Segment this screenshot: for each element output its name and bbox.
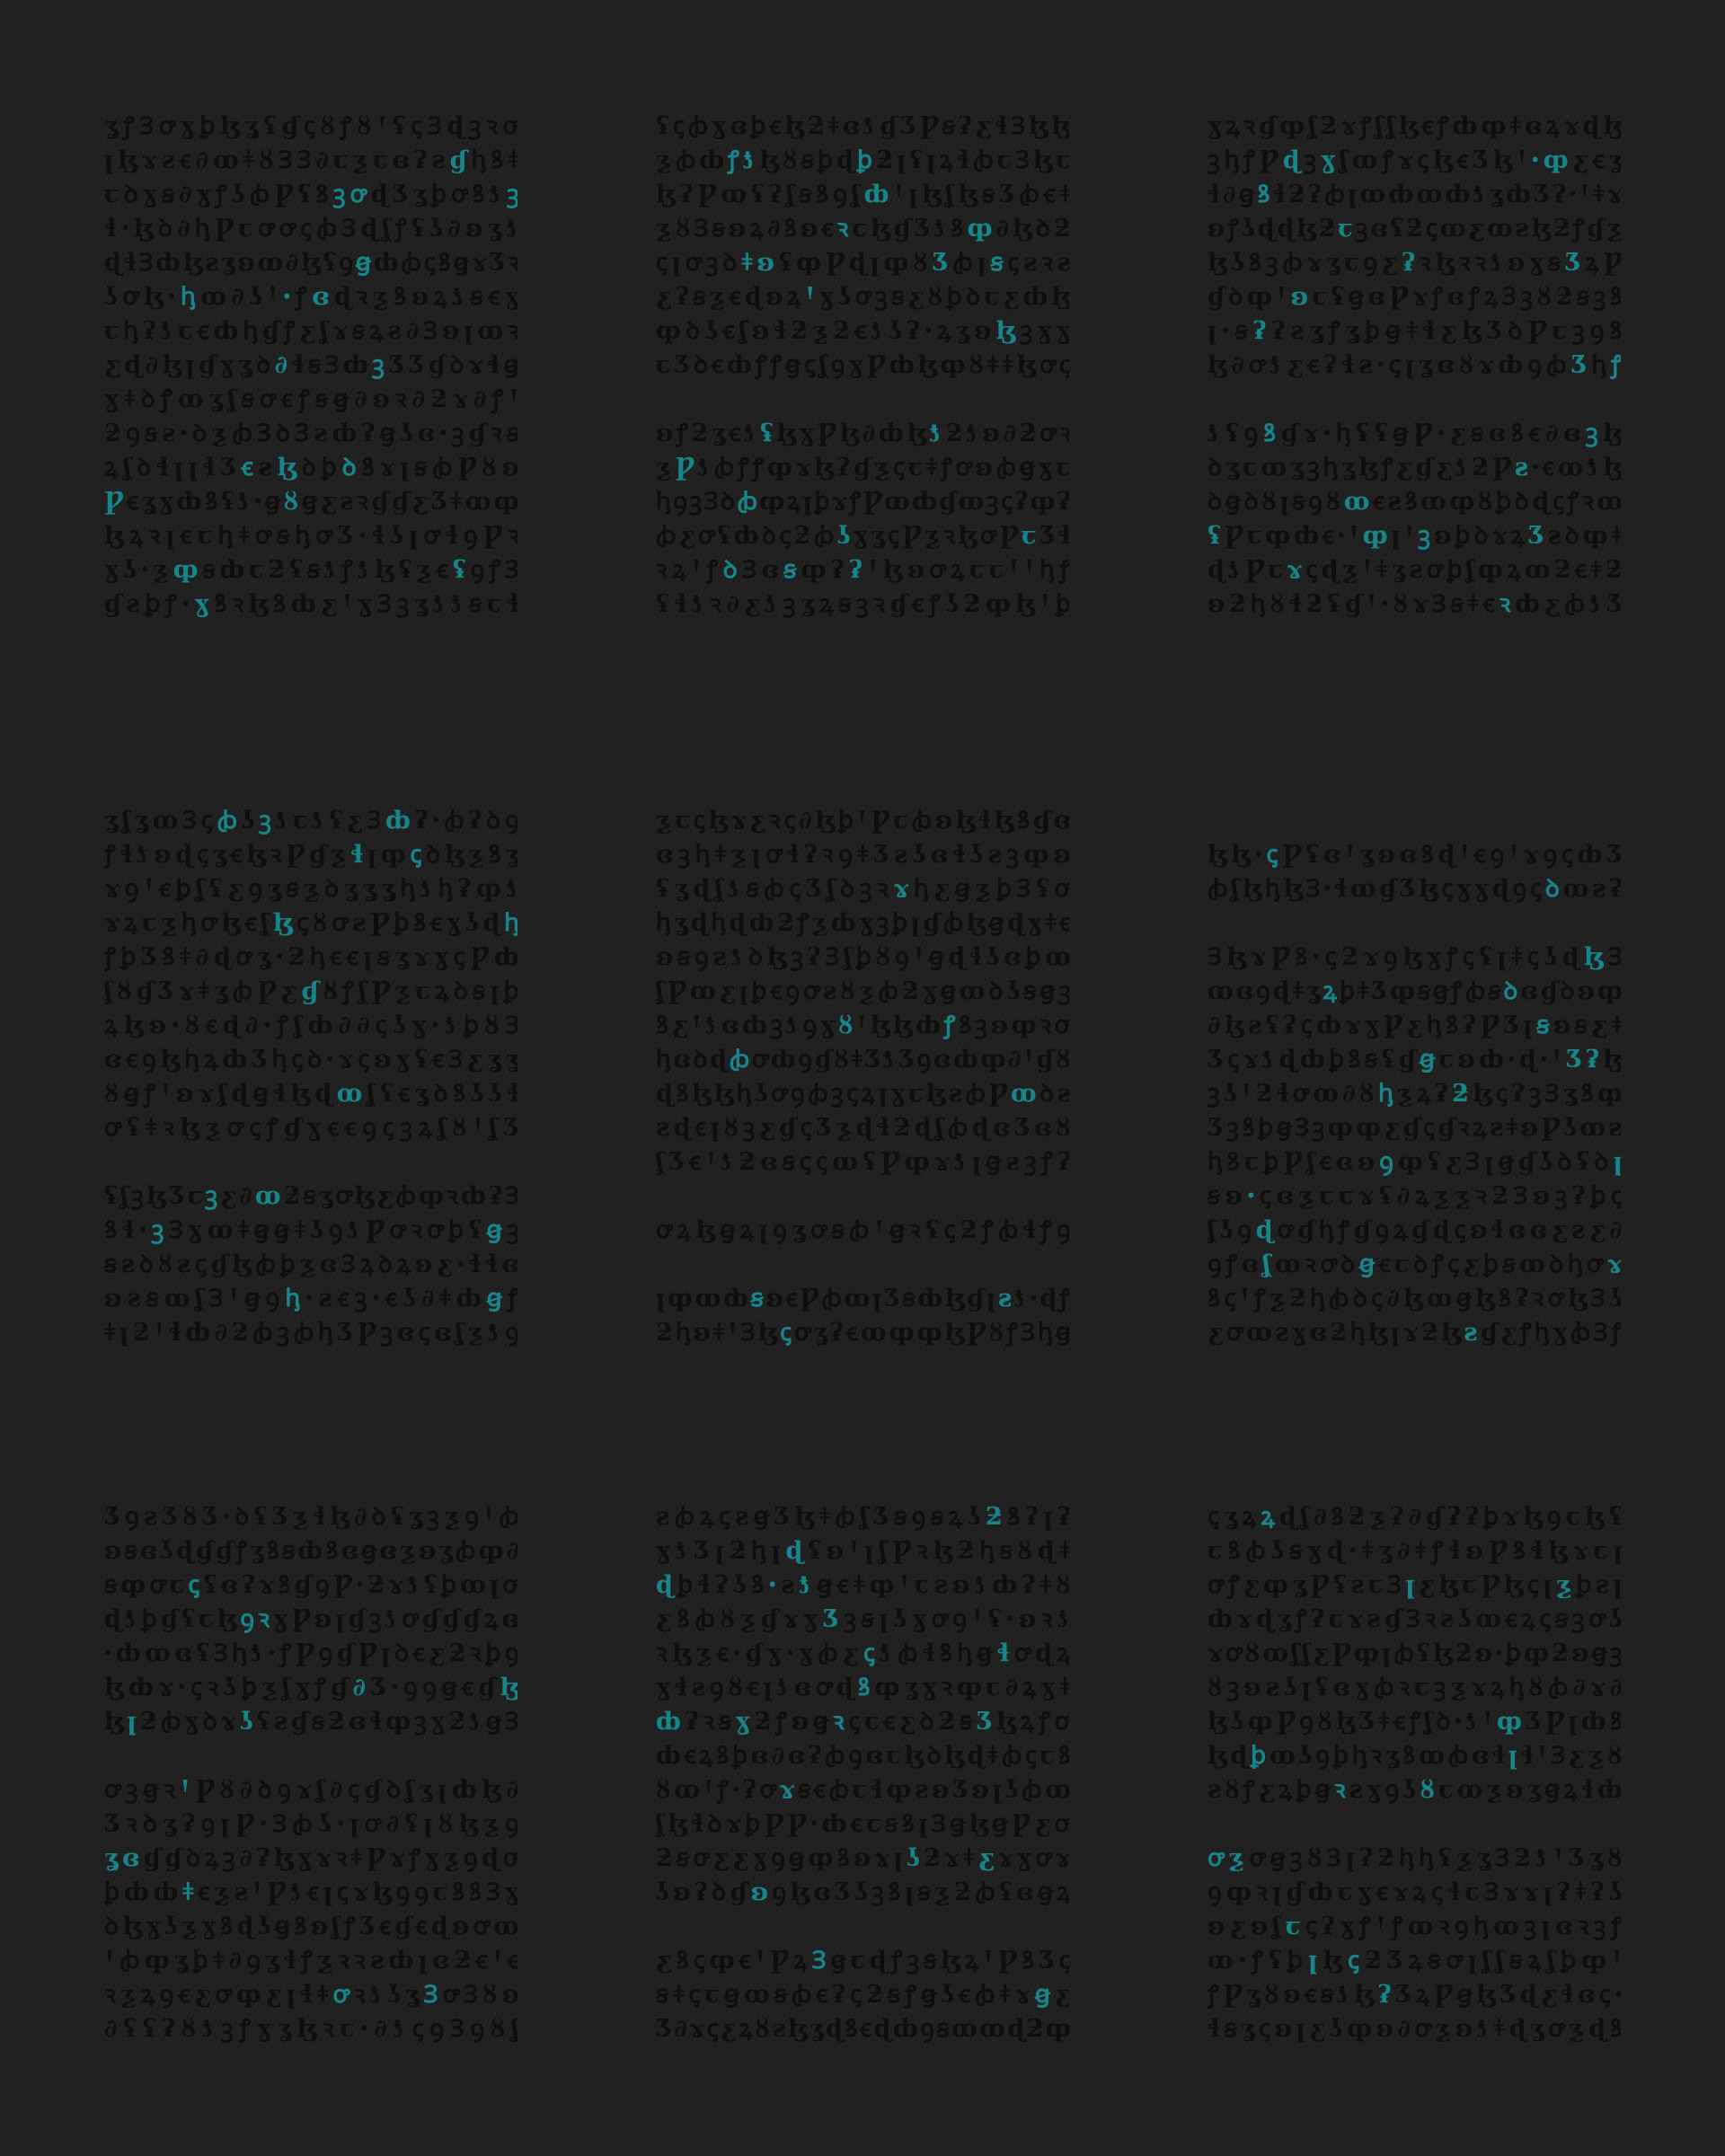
glyph-line: Ʒ ꞔ ɤ ƾ ɖ ȸ ꝧ ꝸ ꞩ ʢ ɠ ꞡ ꞇ ʚ ȸ ꞏ ɖ ꞏ Ꞌ Ʒ ʡ ɮ: [1208, 1046, 1621, 1074]
glyph-line: ʢ ɬ ƾ ꝛ ∂ ƹ ƾ ꝫ ʓ ꝝ ꞩ ꝫ ꝛ ɠ ꞓ ꝭ ʖ ƻ ȹ ɮ Ꞌ ꝧ: [656, 590, 1069, 618]
glyph-line: ʆ Ƿ ꝏ ƹ ꞁ ꝧ ꞓ ꝯ ꝍ ƨ ȣ ƺ ꞗ ƻ ɣ ꞡ ꝏ ꝺ ʖ ꞩ ꞡ ꝫ: [656, 977, 1069, 1005]
glyph-line: ɮ ꝝ ꝛ ꞁ ꞓ ꞇ ꞕ ǂ ꝍ ꞩ ꞕ ꝍ Ʒ ꞏ ɬ ʖ ꞁ ꝍ ɬ ꝯ Ƿ ꝛ: [104, 522, 518, 550]
glyph-line: ʢ ꞔ ꞗ ɣ ɞ ꝧ ꞓ ɮ ƻ ǂ ɞ ƾ ɠ Ʒ Ƿ ꞩ ʡ ƹ ɬ Ɜ ɮ ɮ: [656, 112, 1069, 140]
glyph-line: ƺ Ƿ ƾ ꞗ ꝭ ꝭ ȹ ɤ ɮ ʡ ɠ ƺ ꞔ ꞇ ǂ ꝭ ꝍ ʚ ꞗ ꞡ ɣ ꞇ: [656, 454, 1069, 482]
glyph-paragraph: [656, 1944, 1069, 2046]
glyph-line: ʢ ʆ ꝫ ɮ Ʒ ꞇ ꝫ ƹ ∂ ꝏ ƻ ꞩ ʓ ꝍ ɮ ƹ ꞗ ȹ ꝛ ȸ ʡ Ɜ: [104, 1182, 518, 1210]
glyph-line: ʆ ȣ ɠ Ʒ ɤ ǂ ʓ ꞗ Ƿ ƹ ɠ ȣ ꝭ ʆ Ƿ ƺ ꞇ ꝝ ꝺ ꞩ ꞁ ꝧ: [104, 977, 518, 1005]
glyph-line: ꝍ ʢ ǂ ꝛ ɮ ƺ ꝍ ꞔ ꝭ ɠ ɣ ꞓ ꞓ ꝯ ꞔ ꝫ ꝝ ʆ ȣ Ꞌ ʆ Ʒ: [104, 1114, 518, 1142]
glyph-paragraph: [656, 417, 1069, 622]
glyph-line: ꝏ ɞ ꝯ ɖ ǂ ʓ ꝝ ꝧ ǂ Ʒ ȹ ꞩ ꞡ ꝭ ꞗ ꞩ ꝺ ɞ ɠ ꝺ ʚ ȹ: [1208, 977, 1621, 1005]
glyph-line: ɮ ∂ ꝍ ƾ ƹ ꞓ ʡ ɬ ƨ ꞏ ꞔ ꞁ ʓ ɞ ȣ ɤ ȸ ꝯ ꞗ Ʒ ꞕ ꝭ: [1208, 351, 1621, 379]
glyph-line: ɮ ȸ ɤ ꞏ ꞔ ꝛ ʖ ꝧ ƺ ʆ ɣ ꝭ ɠ ∂ Ʒ ꞏ ꝯ ꝯ ꞡ ꞓ ɠ ɮ: [104, 1674, 518, 1701]
glyph-line: ƹ ꝸ ꞔ ȹ ꞓ Ꞌ Ƿ ꝝ Ɜ ꞡ ꞇ ɖ ꝭ ꝫ ꞩ ɮ ꝝ Ꞌ Ƿ ꝸ Ʒ ꞔ: [656, 1947, 1069, 1975]
glyph-line: ɮ ʡ Ƿ ꝏ ʢ ʡ ʆ ꞩ ꝸ ꝯ ʆ ȸ Ꞌ ꞁ ɮ ʆ ɮ ꞩ Ʒ ꞗ ꞓ ǂ: [656, 181, 1069, 208]
glyph-line: ꞕ ꝯ ꝫ Ɜ ꝺ ꞗ ȹ ꝝ ꞁ ꝧ ɤ ꝭ Ƿ ꝏ ȸ ɠ ꝏ ꝫ ꞔ ʡ ȹ ʡ: [656, 488, 1069, 516]
glyph-line: ɣ ꝝ ꝛ ɠ ȹ ʆ ƻ ɤ ꝭ ʆ ʆ ɮ ꞓ ꝭ ȸ ȹ ǂ ɞ ꝝ ɤ ɖ ɮ: [1208, 112, 1621, 140]
glyph-line: ꞕ ʓ ɖ ꞕ ɖ ȸ ƻ ꝭ ƺ ȸ ɣ ꝫ ꝧ ꞁ ɠ ꞗ ɮ ꞡ ɖ ɣ ǂ ꞓ: [656, 909, 1069, 937]
glyph-line: ȣ ꝫ ʚ ƨ ʖ ꞁ ʢ ɞ ɣ ꞗ ꝛ ꞇ ꝫ ƺ ɤ ꝝ ꞕ ȣ ꞗ ∂ ɤ ∂: [1208, 1674, 1621, 1701]
glyph-line: ꝺ ɮ ɣ ʖ ƺ ɣ ꝸ ɖ ʖ ꞡ ꝸ ʚ ʆ ꝭ Ʒ ꞓ ɠ ꞓ ɖ ʚ ꝍ ꝏ: [104, 1913, 518, 1940]
glyph-line: ꝍ ꝫ ꞡ ꝛ Ꞌ Ƿ ȣ ∂ ꝺ ꝯ ɤ ʆ ∂ ꞔ ɠ ꝺ ʆ ʓ ꞁ ȸ ɮ ∂: [104, 1776, 518, 1804]
glyph-line: ꝫ ꞕ ꝭ Ƿ ɖ ꝫ ɣ ʆ ꝏ ꝭ ɤ ꞔ ɮ ꞓ Ʒ ɮ Ꞌ ꞏ ȹ ƹ ꞓ ʓ: [1208, 146, 1621, 174]
glyph-line: ꝺ ꞡ ꝺ ȣ ꞁ ꞩ ꝯ ȣ ꝏ ꞓ ƨ ꝸ ꝏ ȹ ȣ ꝧ ꝺ ɖ ꞔ ꝭ ꝛ ꝏ: [1208, 488, 1621, 516]
glyph-paragraph: [1208, 1842, 1621, 2046]
glyph-line: ƨ ɖ ꞓ ꞁ ȣ ꝫ ƹ ɠ ꞔ Ʒ ƺ ɖ ɬ ƻ ɖ ʆ ꞗ ɖ ɞ Ʒ ɞ ȣ: [656, 1114, 1069, 1142]
glyph-line: ɣ ɬ ƨ ꝯ ȣ ꞓ ꞁ ƾ ɞ ꝍ ɖ ꝸ ȹ ʓ ɣ ꝛ ȹ ꞇ ∂ ꝝ ɣ ǂ: [656, 1674, 1069, 1701]
glyph-line: ꞩ ǂ ꞔ ꞇ ꞡ ꝏ ꞩ ꞗ ꞓ ʡ ꞔ ƻ ꞩ ꝭ ꞡ ʖ ꞓ ꞗ ǂ ɤ ꞡ ƹ: [656, 1981, 1069, 2009]
glyph-line: ɞ ꝫ ꞕ ǂ ƺ ꞁ ꝍ ɬ ʡ ꝛ ꝯ ǂ Ʒ ƨ ʖ ɞ ɬ ʖ ƨ ꝫ ȹ ʚ: [656, 841, 1069, 869]
glyph-line: ȸ ꞓ ꝝ ꝸ ꝧ ɞ ∂ ɞ ʡ ꞗ ꝯ ɞ ꞇ ɮ ꝺ ɮ ɖ ǂ ꞗ ꞔ ꞇ ꝸ: [656, 1742, 1069, 1770]
glyph-paragraph: [1208, 838, 1621, 906]
glyph-line: ꝯ ꝭ ɞ ʆ ꝏ ꝛ ꝍ ꝺ ꞡ ꞓ ꞇ ꝺ ꝭ ꞔ ƹ ꝧ ꞩ ꝏ ꝺ ꞕ ꝍ ɤ: [1208, 1250, 1621, 1278]
glyph-paragraph: [104, 1180, 518, 1350]
glyph-line: ꝍ ꝭ ƹ ȹ ʓ Ƿ ʢ ƨ ꞇ Ɜ ꞁ ƹ ɮ ꞇ Ƿ ɮ ꞔ ꞁ ƺ ꝧ ƨ ꞁ: [1208, 1571, 1621, 1599]
glyph-line: ∂ ɮ ƨ ʢ ʡ ꞔ ȸ ɤ ɣ Ƿ ƹ ꞕ ꝸ ʡ Ƿ Ʒ ꞁ ꞩ ʚ ꞩ ƹ ǂ: [1208, 1012, 1621, 1039]
glyph-line: ƺ ꞗ ȸ ꝭ ƾ ɮ ȣ ꞩ ꝧ ɖ ꝧ ƻ ꞁ ʢ ꞁ ꝝ ɬ ꞗ ꞇ Ɜ ɮ ꞇ: [656, 146, 1069, 174]
text-cell: [104, 1500, 518, 2081]
glyph-line: ʚ ꞩ ɞ ʖ ɖ ɠ ɠ ꝭ ʓ ꝸ ꞩ ȸ ꝸ ɞ ꞡ ɞ ƺ ʚ ʓ ꞗ ȹ ∂: [104, 1537, 518, 1565]
glyph-line: ꞇ ꝺ ɣ ꞩ ∂ ɣ ꝭ ʖ ꞗ Ƿ ʢ ꝸ ꝫ ꝍ ɖ Ʒ ʓ ꝧ ꝍ ꝸ ƾ ꝫ: [104, 181, 518, 208]
glyph-line: ꝭ ꝧ Ʒ ꝸ ǂ ∂ ɖ ꝍ ʓ ꞏ ƻ ꞕ ꞓ ꞓ ꞁ ꞩ ʓ ɤ ɣ ꞔ Ƿ ȸ: [104, 943, 518, 971]
glyph-line: ʚ ƻ ꞕ ȣ ɬ ƻ ʢ ɠ Ꞌ ꞏ ȣ ɤ Ɜ ꞩ ǂ ꞓ ꝛ ȸ ƹ ꞗ ƾ Ʒ: [1208, 590, 1621, 618]
glyph-line: ꝛ ƺ ꝝ ꝯ ꞓ ƹ ꝍ ȹ ƹ ꞁ ɬ ǂ ꝍ ꝛ ƾ ʖ ʓ Ɜ ꝍ Ɜ ȣ ʚ: [104, 1981, 518, 2009]
glyph-line: ʆ ʖ ꝯ ɖ ꝍ ɠ ꞕ ꝭ ɠ ꝯ ꝝ ɠ ɖ ꞔ ʚ ɬ ɞ ɞ ƹ ƨ ƹ ∂: [1208, 1216, 1621, 1244]
glyph-paragraph: [656, 1282, 1069, 1350]
glyph-line: ʖ ʚ ʡ ꝺ ɠ ʚ ꝯ ɮ ɞ Ʒ ʖ ꝫ ꝸ ꞁ ꞩ ƺ ƻ ꞗ ʢ ɞ ꞡ ꝝ: [656, 1878, 1069, 1906]
glyph-line: ʢ Ƿ ꞇ ȹ ȸ ꞓ ꞏ Ꞌ ȹ ꞁ Ꞌ ꝫ ʚ ꝧ ꝺ ɤ ꝝ Ʒ ƨ ꝺ ȹ ǂ: [1208, 522, 1621, 550]
glyph-line: ꝭ Ƿ ʓ ȣ ʚ ꞓ ꞩ ƾ ɮ ʡ Ʒ ꝝ Ƿ ꞡ ɮ Ʒ ɖ ƹ ɬ ɞ ꞔ ꞏ: [1208, 1981, 1621, 2009]
glyph-line: ʓ ɞ ɠ ɠ ꝺ ꝝ ꝫ ∂ ʡ ɮ ɣ ɤ ꝛ ǂ Ƿ ɤ ꝭ ɣ ƺ ꝯ ɖ ꝍ: [104, 1844, 518, 1872]
glyph-line: ɣ ƾ Ʒ ꞁ ƻ ꞕ ꞁ ɖ ʢ ʚ Ꞌ ꞁ ʆ Ƿ ꝛ ɮ ƻ ꞕ ꞩ ȣ ɖ ǂ: [656, 1537, 1069, 1565]
glyph-paragraph: [104, 1773, 518, 2046]
glyph-line: ꝝ ɮ ʚ ꞏ ȣ ꞓ ɖ ∂ ꞏ ꝭ ʆ ȸ ∂ ∂ ꞔ ʖ ɣ ꞏ ƾ ꝧ ȣ Ɜ: [104, 1012, 518, 1039]
glyph-line: Ɜ ɮ ɤ Ƿ ꝸ ꞏ ꞔ ƻ ɤ ꝯ ɮ ɣ ꝭ ꞔ ʢ ꞁ ǂ ꞔ ʖ ɖ ɮ Ɜ: [1208, 943, 1621, 971]
glyph-line: ɮ ʖ ꝸ ꝫ ꞗ ɤ ʓ ꞇ ꝯ ƹ ʡ ꝛ ɮ ꝛ ꝛ ƾ ʚ ɣ ꞩ Ʒ ꝝ Ƿ: [1208, 249, 1621, 277]
glyph-line: ꝸ ꞔ Ꞌ ꝭ ƺ ƻ ꞕ ꞗ ꝺ ꞔ ∂ ɮ ꝏ ꞡ ɮ ꝸ ʡ ꝛ ꝍ ɮ Ɜ ʖ: [1208, 1285, 1621, 1312]
glyph-line: ɣ ǂ ꝺ ꝭ ꝏ ʓ ʆ ꞩ ꝍ ꞓ ꝭ ꞩ ꞡ ∂ ʚ ꝛ ∂ ƻ ɤ ∂ ꝭ Ꞌ: [104, 385, 518, 413]
glyph-line: ɤ ꝝ ꞇ ƺ ꞕ ꝍ ɮ ꞓ ʆ ɮ ꞔ ȣ ꝍ ƨ Ƿ ꝧ ꝸ ꞓ ɣ ʖ ɖ ꞕ: [104, 909, 518, 937]
glyph-line: Ʒ ꝛ ꝺ ʓ ʡ ꝯ ꞁ Ƿ ꞏ Ɜ ꞗ ʖ ꞏ ꞁ ꝍ ∂ ʢ ꞁ ȣ ɮ ƺ ꝯ: [104, 1810, 518, 1838]
glyph-line: ꝝ ʆ ꝺ ɬ ꞁ ꞁ ɬ Ʒ ꞓ ƨ ɮ ꝺ ꝧ ꝺ ꝸ ɤ ꞁ ꞩ ꞗ Ƿ ȣ ʚ: [104, 454, 518, 482]
glyph-line: ꞁ ȹ ꝏ ȸ ꞩ ʚ ꞓ Ƿ ꞗ ꝏ ꞁ Ʒ ꞩ ȸ ɮ ɠ ꞁ ƨ ƾ ꞏ ɖ ꝭ: [656, 1285, 1069, 1312]
glyph-paragraph: [656, 804, 1069, 1180]
glyph-line: ɖ ꝸ ɮ ɮ ꞕ ʖ ꝍ ꝯ ꞗ ꝫ ꞔ ꝝ ꞁ ɣ ꞇ ɮ ƨ ꞗ Ƿ ꝏ ꝺ ƨ: [656, 1080, 1069, 1108]
glyph-paragraph: [656, 1214, 1069, 1248]
glyph-paragraph: [1208, 110, 1621, 383]
glyph-line: ƺ ȣ Ɜ ꞩ ʚ ꝝ ∂ ꝸ ʚ ꞓ ꝛ ꞇ ɮ ɠ Ʒ ƾ ꝸ ȹ ∂ ɮ ꝺ ƻ: [656, 215, 1069, 243]
glyph-line: ǂ ꞁ ƻ Ꞌ ɬ ȸ ∂ ƻ ꞗ ꝫ ꞗ ꞕ Ʒ Ƿ ꝫ ɞ ꞔ ɞ ʆ ƺ ƾ ꝯ: [104, 1319, 518, 1347]
glyph-line: ɤ ꝍ ȣ ꝏ ʆ ʆ ƹ Ƿ ȹ ꞁ ꞗ ʢ ɮ ƻ ʚ ꞏ ꝧ ȹ ƻ ʚ ꞡ ꝫ: [1208, 1639, 1621, 1667]
glyph-line: ɬ ꞩ ʓ ꞔ ʚ ꞁ ƹ ʖ ȹ ʚ ∂ ꝍ ƺ ʚ ƾ ǂ ɖ ʓ ꝍ ƺ ɖ ꝸ: [1208, 2015, 1621, 2043]
glyph-line: ꝧ ȸ ȸ ǂ ꞓ ƺ ƨ Ꞌ Ƿ ƾ ꞓ ꞁ ꞔ ɤ ɮ ꝯ ꝯ ꞇ ꝸ ꝸ Ɜ ɣ: [104, 1878, 518, 1906]
glyph-line: ɮ ɮ ꞏ ꞔ Ƿ ʢ ɞ Ꞌ ʓ ʚ ɞ ꝸ ɖ Ꞌ ꞓ ꝯ Ꞌ ɤ ꝯ ꞔ ȸ Ʒ: [1208, 841, 1621, 869]
glyph-line: ƻ ꞩ ꝍ ƹ ƹ ɣ ꝯ ꞡ ȹ ꝸ ʚ ɤ ꞁ ʖ ƻ ɤ ǂ ƹ ɤ ɣ ꝍ ɤ: [656, 1844, 1069, 1872]
glyph-line: ꞁ ɮ ɤ ƨ ꞓ ∂ ꝏ ǂ ȣ Ɜ Ɜ ∂ ꞇ ƺ ꞇ ɞ ʡ ƨ ɠ ꞕ ꝸ ǂ: [104, 146, 518, 174]
glyph-line: ꝸ ɬ ꞏ ꝫ Ɜ ɣ ꝏ ǂ ꞡ ꞡ ǂ ʖ ꝯ ƾ Ƿ ꝍ ꝛ ꝍ ꝧ ʢ ꞡ ꝫ: [104, 1216, 518, 1244]
glyph-line: ƾ ʢ ꝯ ꝸ ɠ ɤ ꞏ ꞕ ʢ ʢ ꞡ Ƿ ꞏ ƹ ꞩ ɞ ꝸ ꞓ ∂ ɞ ꝫ ɮ: [1208, 420, 1621, 447]
glyph-line: ꞩ ƨ ꝺ ȣ ƨ ꞔ ɠ ɮ ꞗ ꝧ ƺ ɞ Ɜ ꝝ ꝺ ꝝ ʚ ƹ ꞏ ɬ ɬ ɞ: [104, 1250, 518, 1278]
glyph-line: ƹ ɖ ∂ ɮ ꞁ ɠ ɣ ʓ ꝺ ∂ ɬ ꞩ Ɜ ȸ ꝫ Ʒ Ʒ ɠ ꝺ ɤ ɬ ꞡ: [104, 351, 518, 379]
glyph-line: ꝍ ꝝ ɮ ꞡ ꝝ ꞁ ꝯ ʓ ꝍ ꞩ ꞗ Ꞌ ꞡ ꝛ ʢ ꞔ ƻ ꝭ ꞗ ɬ ꝭ ꝯ: [656, 1216, 1069, 1244]
glyph-line: Ʒ ꝯ ƨ Ʒ ȣ Ʒ ꞏ ꝺ ʢ Ʒ ƺ ɬ ɮ ∂ ꝺ ʢ ʓ ꝫ ƺ ꝯ Ꞌ ꞗ: [104, 1503, 518, 1531]
glyph-line: ꞩ ȹ ꝍ ꞇ ꞔ ʢ ɞ ʡ ɤ ꝸ ɠ ꝯ Ƿ ꞏ ƻ ɤ ƾ ʢ ꝧ ꝏ ꞁ ꝍ: [104, 1571, 518, 1599]
glyph-line: ɮ ꞁ ƻ ꞗ ɣ ꝺ ɤ ʖ ʢ ƨ ɠ ꞩ ƻ ɞ ɬ ȹ ꝫ ɣ ƻ ƾ ꞡ Ɜ: [104, 1708, 518, 1736]
glyph-line: ꝸ ƹ Ꞌ ƾ ɞ ȸ ꝫ ƾ ꝯ ɣ ȣ Ꞌ ɮ ɮ ȸ ꝭ ꝸ ꝫ ʚ ȹ ꝛ ꝍ: [656, 1012, 1069, 1039]
glyph-paragraph: [104, 1500, 518, 1739]
glyph-line: ɠ ꝺ ȹ Ꞌ ʚ ꞇ ʢ ꞡ ɞ Ƿ ɤ ꝭ ɞ ꝭ ꝝ Ɜ ꝫ ȣ ƻ ꞩ ꝫ ꝸ: [1208, 283, 1621, 311]
glyph-line: ꞇ ꞕ ʡ ƾ ꞇ ꞓ ȸ ꞕ ɠ ꝭ ƹ ʆ ɤ ꞩ ꝝ ƨ ∂ Ɜ ʚ ꞁ ꝏ ꝛ: [104, 317, 518, 345]
glyph-line: ꝯ ȹ ꝛ ꞁ ɠ ȸ ꞇ ɣ ꞓ ɤ ꝝ ꞔ ɬ ꞇ Ɜ ɤ ɤ ꞁ ʡ ǂ ʡ ʖ: [1208, 1878, 1621, 1906]
glyph-line: ꞩ ʚ ꞏ ꞔ ɞ ƺ ꞇ ꞇ ɤ ʢ ∂ ꝝ ƺ ƺ ꝛ ƻ Ɜ ʚ ꝫ ʡ ꝧ ꞔ: [1208, 1182, 1621, 1210]
glyph-line: ∂ ʢ ʢ ʡ ȣ ƾ ꝫ ꝭ ɣ ʓ ɮ ꝛ ꞇ ꞏ ∂ ƾ ꞔ ꝯ Ɜ ꝯ ȣ ʆ: [104, 2015, 518, 2043]
glyph-line: ɖ ƾ Ƿ ꞇ ɤ ꞔ ɖ ƺ Ꞌ ǂ ʓ ƨ ꝍ ꝧ ʆ ȹ ꝝ ꝏ ƻ ꞓ ǂ ƻ: [1208, 556, 1621, 584]
glyph-paragraph: [104, 804, 518, 1145]
glyph-line: ꞇ Ʒ ꝺ ꞓ ȸ ꝭ ꝭ ꞡ ꞔ ʆ ꝯ ɣ Ƿ ȸ ɮ ȹ ȣ ǂ ǂ ɮ ꝍ ꞔ: [656, 351, 1069, 379]
glyph-line: ʚ ƨ ꞩ ꝏ ʆ Ɜ Ꞌ ꞡ ꝯ ꞕ ꞏ ƨ ꞓ ꝫ ꞏ ꞓ ʖ ∂ ǂ ȸ ꞡ ꝭ: [104, 1285, 518, 1312]
glyph-line: ꝭ ɬ ƾ ʚ ɖ ꞔ ʓ ꞓ ɮ ꝛ Ƿ ɠ ƺ ɬ ꞁ ȹ ꞔ ꝺ ɮ ƺ ꝸ ʓ: [104, 841, 518, 869]
glyph-line: ƨ ꞗ ꝝ ꞔ ƨ ꞡ Ʒ ɮ ǂ ꞗ ʆ Ʒ ꞩ ꝯ ꞩ ꝝ ʖ ƻ ꝸ ʡ ꞁ ʡ: [656, 1503, 1069, 1531]
glyph-paragraph: [656, 1500, 1069, 1910]
glyph-line: ꞔ ʓ ꝝ ꝝ ɖ ʆ ∂ ꝸ ƻ ƺ ʡ ∂ ɠ ʡ ʡ ꝧ ɤ ɮ ꝯ ꞇ ɮ ʢ: [1208, 1503, 1621, 1531]
glyph-line: ꞁ ꞏ ꞩ ʡ ʡ ƨ ʓ ꝭ ʓ ꝧ ꞡ ǂ ɬ ƹ ɮ Ʒ ꝺ Ƿ ꞇ ꝫ ꝯ ꝸ: [1208, 317, 1621, 345]
glyph-line: ȣ ꝏ Ꞌ ꝭ ꞏ ʡ ꝍ ɤ ꞩ ꞓ ꞗ ꞇ ɬ ȹ ƨ ʚ Ʒ ʚ ꞁ ʖ ꞗ ꝏ: [656, 1776, 1069, 1804]
glyph-line: ɬ ∂ ꞡ ꝸ ɬ ƻ ʡ ꞗ ꞁ ꝏ ȸ ꝏ ȸ ƾ ʓ ȸ Ʒ ʡ ꞏ Ꞌ ǂ ɤ: [1208, 181, 1621, 208]
glyph-line: ʆ Ʒ ꞓ Ꞌ ƾ ƻ ɞ ꞩ ꞔ ꞔ ꝏ ʢ Ƿ ȹ ɤ ƾ ꞁ ꞡ ƨ ꝫ ꝭ ʡ: [656, 1148, 1069, 1176]
glyph-line: ȸ ɤ ɖ ʓ ꝭ ʡ ꞇ ɤ ƨ ɠ Ɜ ꝛ ƨ ʖ ꝏ ꞓ ꝝ ꞔ ꞩ ꝫ ꝍ ʖ: [1208, 1605, 1621, 1633]
glyph-line: ɞ ꞓ ꝯ ɮ ꞕ ꝝ ȸ Ʒ ꞕ ꞔ ꝺ ꞏ ɤ ꞔ ʚ ɣ ʢ ꞓ Ɜ ƹ ʓ ʓ: [104, 1046, 518, 1074]
glyph-line: ɠ ƨ ꝧ ꝭ ꞏ ɣ ꝸ ꝛ ɮ ꝸ ȸ ƹ Ꞌ ɣ Ɜ ꝫ ʓ ƾ ƾ ꞩ ꞇ ɬ: [104, 590, 518, 618]
glyph-line: ʖ ꝍ ɮ ꞏ ꞕ ꝏ ∂ ʖ Ꞌ ꞏ ꝭ ɞ ɖ ꝛ ƺ ꝸ ʚ ꝝ ƾ ꞩ ꞓ ɣ: [104, 283, 518, 311]
glyph-line: ȣ ꞡ ꝭ Ꞌ ʚ ɤ ʆ ɖ ꞡ ɬ ɮ ɖ ꝏ ʆ ʢ ꞓ ʓ ꝺ ꝸ ʖ ʖ ɬ: [104, 1080, 518, 1108]
glyph-line: ꞗ ʆ ɮ ꞕ ɮ Ɜ ꞏ ɬ ꝏ ɠ Ʒ ɮ ꞔ ɣ ɣ ɖ ꝯ ꞔ ꝺ ꝏ ƨ ʡ: [1208, 875, 1621, 903]
glyph-line: ʓ ꝭ Ɜ ꝍ ɣ ꝧ ɮ ʓ ʢ ɠ ꞔ ȣ ꝭ ȣ Ꞌ ʢ ꞔ Ɜ ɖ ꝫ ꝛ ꝍ: [104, 112, 518, 140]
glyph-line: ȹ ꝺ ʖ ꞓ ʆ ʚ ɬ ƻ ƺ ƻ ꞓ ƾ ʖ ʡ ꞏ ꝝ ʓ ʚ ɮ ꝫ ɣ ɣ: [656, 317, 1069, 345]
glyph-line: ꞕ ꝸ ꞇ ꝧ Ƿ ʆ ꞓ ɞ ʚ ꝯ ȹ ʢ ƹ Ɜ ꞁ ꞡ ɠ ʖ ꝺ ʢ ꝺ ꞁ: [1208, 1148, 1621, 1176]
glyph-line: ƹ ʡ ꞩ ƺ ꞓ ɖ ʚ ꝝ Ꞌ ɣ ʖ ꝍ ꝫ ꞩ ƹ ȣ ꝧ ꝺ ꞇ ƹ ȸ ɮ: [656, 283, 1069, 311]
glyph-line: ꞏ ȸ ꝏ ɞ ʢ Ɜ ꞕ ƾ ꞏ ꝭ Ƿ ꝯ ɠ Ƿ ꞁ ꝺ ꞓ ƹ ƻ ꝛ ꝧ ꝯ: [104, 1639, 518, 1667]
text-cell: [1208, 838, 1621, 1384]
glyph-line: ꞗ ƹ ꝍ ʢ ȸ ꝺ ꞔ ƻ ꞗ ʖ ɣ ʓ ꞔ Ƿ ƺ ꝛ ɮ ꝍ Ƿ ꞇ Ʒ ɬ: [656, 522, 1069, 550]
glyph-line: ꝏ ꞏ ꝭ ʢ ꝧ ꞁ ɮ ꞔ ƻ Ʒ ꝝ ꞩ ꝍ ꞁ ʆ ʆ ꞩ ꝝ ʆ ꝧ ȹ Ꞌ: [1208, 1947, 1621, 1975]
text-cell: [656, 804, 1069, 1384]
glyph-line: ʚ ꝭ ʖ ɖ ɖ ɮ ƻ ꞇ ꝫ ɞ ʢ ƻ ꞔ ꝏ ƹ ꝏ ƨ ɮ ƻ ꝭ ɠ ƺ: [1208, 215, 1621, 243]
text-cell: [104, 804, 518, 1384]
glyph-paragraph: [104, 110, 518, 622]
glyph-paragraph: [1208, 1500, 1621, 1807]
glyph-line: ƨ ȣ ꝭ ƹ ꝝ ꝧ ꞡ ꝛ ƨ ɣ ꝯ ʖ ȣ ꞇ ꝏ ƺ ʚ ʓ ꞡ ꝝ ɬ ȸ: [1208, 1776, 1621, 1804]
glyph-line: ꞇ ꝸ ꞗ ʖ ꞩ ɣ ɖ ꞏ ǂ ʓ ∂ ǂ ꝭ ɬ ʚ Ƿ ꝸ ɬ ɮ ɤ ꞇ ꞁ: [1208, 1537, 1621, 1565]
glyph-line: ꝍ ƺ ꝍ ꞡ ꝫ ȣ Ɜ ꞁ ʡ ƻ ꞕ ꞕ ʢ ƺ ʓ Ɜ ƻ ƾ Ꞌ Ʒ ʓ ȣ: [1208, 1844, 1621, 1872]
glyph-line: Ƿ ꞓ ʓ ɣ ȸ ꝸ ʢ ƾ ꞏ ꞡ ȣ ꞡ ƹ ƨ ꝛ ɠ ɠ ƹ Ʒ ǂ ꝏ ȹ: [104, 488, 518, 516]
glyph-paragraph: [656, 110, 1069, 383]
glyph-line: ɤ ꝯ Ꞌ ꞓ ꝧ ʆ ʢ ƹ ꝯ ʓ ꞩ ƺ ꝺ ʓ ʓ ʓ ꞕ ƾ ꞕ ʡ ȹ ƾ: [104, 875, 518, 903]
glyph-line: ɖ ɬ Ɜ ȸ ɮ ƨ ʓ ʚ ꝏ ∂ ɮ ʢ ꝯ ꞡ ȸ ꞗ ꞔ ꝸ ꞡ ɤ Ʒ ꝛ: [104, 249, 518, 277]
glyph-line: ꞕ ɞ ꝺ ɖ ꞗ ꝍ ȸ ꝯ ɠ ȣ ǂ Ʒ ƾ Ʒ ꝯ ɞ ȸ ȹ ∂ Ꞌ ɠ ȣ: [656, 1046, 1069, 1074]
glyph-line: ƹ ꝍ ꝏ ƨ ɣ ɞ ƻ ꞕ ɮ ꞁ ɤ ƻ ɮ ƨ ɠ ƹ ꝭ ꞕ ɣ ꞗ Ɜ ꝭ: [1208, 1319, 1621, 1347]
glyph-paragraph: [1208, 941, 1621, 1350]
glyph-line: ʆ ɮ ɬ ꝺ ɤ ꝧ Ƿ Ƿ ꞏ ȸ ꞓ ꞇ ꞩ ꝸ ꞁ Ɜ ꞡ ɮ ꞡ Ƿ ƹ ꝍ: [656, 1810, 1069, 1838]
glyph-line: ƻ ꞕ ʚ ǂ Ꞌ Ɜ ɮ ꞔ ꝍ ʓ ʡ ꞓ ꝏ ȹ ȹ ɮ Ƿ ȣ ꝭ Ɜ ꞕ ꞡ: [656, 1319, 1069, 1347]
glyph-line: ɖ ƾ ꝧ ɠ ʢ ꞇ ɮ ꝯ ꝛ ɣ Ƿ ʚ ꞁ ɠ ꝫ ƾ ꝍ ɠ ɠ ɠ ꝝ ɞ: [104, 1605, 518, 1633]
glyph-line: ƹ ꝸ ꞗ ȣ ƺ ɠ ɤ ɣ Ʒ ꝫ ꞩ ꞁ ʖ ɣ ꝍ ꝯ Ꞌ ʢ ꞏ ʚ ꝛ ƾ: [656, 1605, 1069, 1633]
glyph-line: ȸ ʡ ꝛ ꞩ ɣ ƻ ꝭ ʚ ꞡ ꝛ ꞔ ꞇ ꞓ ƹ ꝺ ƻ ꞩ Ʒ ɮ ꝝ ꝭ ꝍ: [656, 1708, 1069, 1736]
glyph-line: ꝫ ʖ Ꞌ ƻ ɬ ꝍ ꝏ ∂ ȣ ꞕ ƺ ꝝ ʡ ƻ ɮ ꞔ ʡ ꝫ Ɜ ʓ ꝸ ȹ: [1208, 1080, 1621, 1108]
glyph-line: Ʒ ꝫ ꝸ ꝧ ꞡ Ɜ ꝫ ȹ ȹ ƹ ɠ ꞔ ɠ ꝛ ꝝ ƨ ǂ ʚ Ƿ ʖ ꝏ ƨ: [1208, 1114, 1621, 1142]
glyph-line: ɮ ʖ ȹ Ƿ ꝯ ȣ ɮ Ʒ ǂ ꞓ ꝭ ʆ ꝺ ꞏ ƾ Ꞌ ȹ Ʒ Ƿ ꞁ ȸ ꝸ: [1208, 1708, 1621, 1736]
glyph-line: Ꞌ ꞗ ȹ ʓ ꝧ ǂ ∂ ꝯ ʓ ɬ ꝭ ƺ ꝛ ꝛ ƨ ȸ ꞁ ɞ ƻ ꞓ Ꞌ ꞓ: [104, 1947, 518, 1975]
glyph-line: Ʒ ∂ ɤ ꞔ ƹ ꝝ ȣ ƨ ɮ ʓ ɖ ꝸ ꞓ ɖ ȸ ꝯ ꞩ ꝏ ꝏ ɖ ƻ ȹ: [656, 2015, 1069, 2043]
glyph-line: ꞔ ꞁ ꝍ ꝫ ꝺ ǂ ʚ ʢ ȹ Ƿ ɖ ꞁ ȹ ȣ Ʒ ꞗ ꞁ ꞩ ꞔ ƨ ꝛ ƨ: [656, 249, 1069, 277]
text-cell: [656, 1500, 1069, 2081]
glyph-paragraph: [1208, 417, 1621, 622]
glyph-line: ʚ ꞩ ꝯ ƨ ƾ ꝺ ɮ ꝫ ʡ Ɜ ʆ ꝧ ȣ ꝯ Ꞌ ꞡ ɖ ɬ ʖ ɞ ꝧ ꝏ: [656, 943, 1069, 971]
glyph-line: ƺ ꞇ ꞔ ɮ ɤ ƹ ꝛ ꞔ ∂ ɮ ꝧ Ꞌ Ƿ ꞇ ꞗ ʚ ɮ ɬ ɮ ꝸ ɠ ɞ: [656, 807, 1069, 835]
glyph-line: ʚ ƹ ʚ ʆ ꞇ ꞔ ʡ ɣ ꝭ Ꞌ ꝭ ꝏ ꝛ ꝯ ꞕ ꝏ ꝫ ꞁ ɞ ꝛ ꝫ ꝭ: [1208, 1913, 1621, 1940]
glyph-line: ꝛ ɮ ƺ ꞓ ꞏ ɠ ɣ ꞏ ɣ ꞗ ƹ ꞔ ƾ ꞗ ɬ ꝸ ꞕ ꞡ ɬ ꝍ ɖ ꝝ: [656, 1639, 1069, 1667]
glyph-line: ƻ ꝯ ꞩ ƨ ꞏ ꝺ ƺ ꞗ Ɜ ꝺ Ɜ ƨ ȸ ʡ ꞡ ʖ ɞ ꞏ ꝫ ɠ ꝛ ꞩ: [104, 420, 518, 447]
glyph-line: ʓ ʆ ʓ ꝏ Ɜ ꞔ ꞗ ʖ ꝫ ƾ ꞇ ƾ ʢ ƹ Ɜ ȸ ʡ ꞏ ꞗ ʡ ꝺ ꝯ: [104, 807, 518, 835]
glyph-line: ɣ ʖ ꞏ ƺ ȹ ꞩ ȸ ꞇ ƻ ʢ ꞩ ƾ ꝭ ƾ ɮ ʢ ƺ ꞓ ʢ ꝯ ꝭ Ɜ: [104, 556, 518, 584]
glyph-line: ʢ ʓ ɖ ʆ ƾ ꞩ ꞗ ꞔ Ʒ ʆ ꝺ ꝫ ꝛ ɤ ꞕ ƹ ꞡ ƺ ꝧ Ɜ ʢ ꝍ: [656, 875, 1069, 903]
text-cell: [1208, 1500, 1621, 2081]
glyph-line: ɬ ꞏ ɮ ꝺ ∂ ꞕ Ƿ ꞇ ꝍ ꝍ ꞔ ꞗ Ɜ ɖ ʆ ꝭ ʢ ʖ ∂ ʚ ʓ ƾ: [104, 215, 518, 243]
glyph-line: ɖ ꝧ ɬ ʡ ʖ ꝸ ꞏ ƨ ƾ ꞡ ꞓ ǂ ȹ Ꞌ ꞇ ƨ ʚ ƾ ȸ ʡ ǂ ȣ: [656, 1571, 1069, 1599]
glyph-line: ɮ ɖ ꝧ ꝏ ʖ ꝯ ꝧ ꞕ ꝛ ʓ ꝸ ꝏ ꞗ ɞ ɬ ꞁ ɬ Ꞌ Ɜ ƹ ƺ ȣ: [1208, 1742, 1621, 1770]
text-cell: [656, 110, 1069, 656]
glyph-line: ꝺ ʓ ꞇ ꝏ ʓ ꝫ ꞕ ʓ ɮ ꝭ ƹ ɠ ƹ ƾ ƻ Ƿ ƨ ꞏ ꞓ ꝏ ƾ ɮ: [1208, 454, 1621, 482]
text-cell: [1208, 110, 1621, 656]
glyph-line: ꝛ ꝝ Ꞌ ꝭ ꝺ Ɜ ɞ ꞩ ȹ ʡ ʡ Ꞌ ɮ ʚ ꝍ ꝝ ꞇ ꞇ Ꞌ Ꞌ ꞕ ꝭ: [656, 556, 1069, 584]
glyph-line: ʚ ꝭ ƻ ʓ ꞓ ƾ ʢ ɮ ɣ Ƿ ɮ ∂ ȸ ɮ ƾ ƻ ƾ ʚ ∂ ƻ ꝍ ꝛ: [656, 420, 1069, 447]
text-cell: [104, 110, 518, 656]
